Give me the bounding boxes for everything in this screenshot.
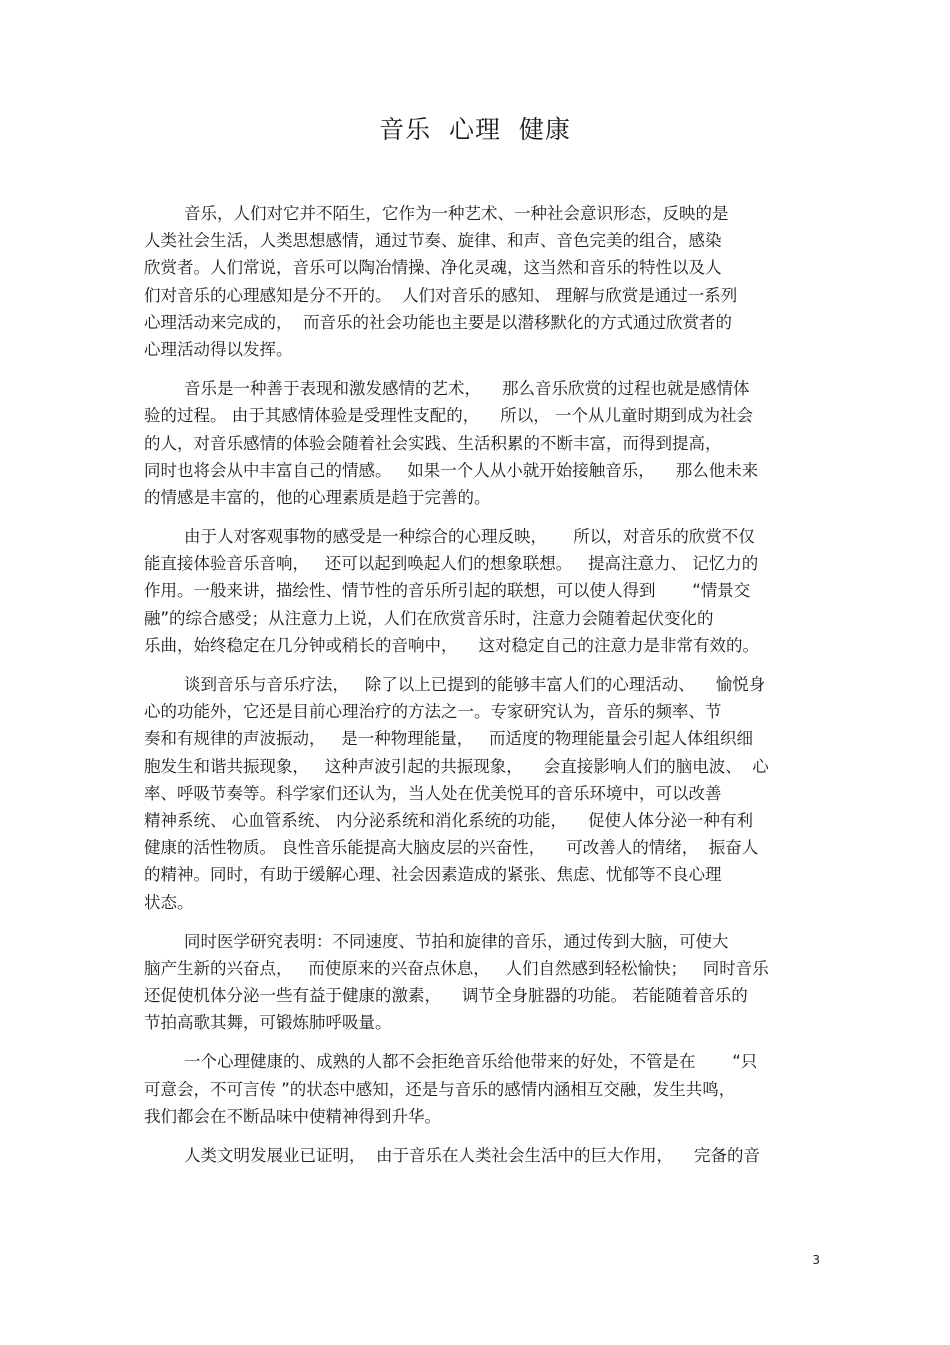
text-line: 欣赏者。人们常说，音乐可以陶冶情操、净化灵魂，这当然和音乐的特性以及人 [144,258,722,278]
text-line: 精神系统、 心血管系统、 内分泌系统和消化系统的功能， 促使人体分泌一种有利 [144,810,753,830]
text-line: 们对音乐的心理感知是分不开的。 人们对音乐的感知、 理解与欣赏是通过一系列 [144,285,738,305]
paragraph [144,523,824,659]
text-line: 同时医学研究表明：不同速度、节拍和旋律的音乐，通过传到大脑，可使大 [184,931,729,951]
text-line: 能直接体验音乐音响， 还可以起到唤起人们的想象联想。 提高注意力、 记忆力的 [144,554,759,574]
text-line: 由于人对客观事物的感受是一种综合的心理反映， 所以，对音乐的欣赏不仅 [184,527,755,547]
text-line: 验的过程。 由于其感情体验是受理性支配的， 所以， 一个从儿童时期到成为社会 [144,406,753,426]
text-line: 谈到音乐与音乐疗法， 除了以上已提到的能够丰富人们的心理活动、 愉悦身 [184,675,766,694]
text-line: 的情感是丰富的，他的心理素质是趋于完善的。 [144,487,491,507]
text-line: 我们都会在不断品味中使精神得到升华。 [144,1106,441,1126]
text-line: 胞发生和谐共振现象， 这种声波引起的共振现象， 会直接影响人们的脑电波、 心 [144,756,769,776]
text-line: 心理活动来完成的， 而音乐的社会功能也主要是以潜移默化的方式通过欣赏者的 [144,312,732,332]
paragraph [144,200,824,363]
document-title: 音乐 心理 健康 [379,115,571,144]
text-line: 人类文明发展业已证明， 由于音乐在人类社会生活中的巨大作用， 完备的音 [184,1146,760,1165]
text-line: 一个心理健康的、成熟的人都不会拒绝音乐给他带来的好处，不管是在 “只 [184,1052,758,1072]
text-line: 节拍高歌其舞，可锻炼肺呼吸量。 [144,1013,392,1033]
text-line: 健康的活性物质。 良性音乐能提高大脑皮层的兴奋性， 可改善人的情绪， 振奋人 [144,838,759,858]
paragraph [144,1142,824,1169]
text-line: 还促使机体分泌一些有益于健康的激素， 调节全身脏器的功能。 若能随着音乐的 [144,986,748,1006]
text-line: 同时也将会从中丰富自己的情感。 如果一个人从小就开始接触音乐， 那么他未来 [144,460,759,480]
text-line: 心理活动得以发挥。 [144,339,293,359]
paragraph [144,375,824,511]
text-line: 脑产生新的兴奋点， 而使原来的兴奋点休息， 人们自然感到轻松愉快； 同时音乐 [144,958,769,978]
text-line: 音乐是一种善于表现和激发感情的艺术， 那么音乐欣赏的过程也就是感情体 [184,379,750,399]
text-line: 心的功能外，它还是目前心理治疗的方法之一。专家研究认为，音乐的频率、节 [144,702,722,722]
text-line: 作用。一般来讲，描绘性、情节性的音乐所引起的联想，可以使人得到 “情景交 [144,581,751,601]
text-line: 融”的综合感受；从注意力上说，人们在欣赏音乐时，注意力会随着起伏变化的 [144,608,714,628]
paragraph [144,928,824,1037]
document-body [144,200,824,1181]
paragraph [144,1048,824,1130]
text-line: 可意会，不可言传 ”的状态中感知，还是与音乐的感情内涵相互交融，发生共鸣， [144,1079,736,1099]
text-line: 的精神。同时，有助于缓解心理、社会因素造成的紧张、焦虑、忧郁等不良心理 [144,865,722,885]
text-line: 状态。 [144,892,194,912]
text-line: 乐曲，始终稳定在几分钟或稍长的音响中， 这对稳定自己的注意力是非常有效的。 [144,635,759,655]
text-line: 的人，对音乐感情的体验会随着社会实践、生活积累的不断丰富，而得到提高， [144,433,722,453]
text-line: 人类社会生活，人类思想感情，通过节奏、旋律、和声、音色完美的组合，感染 [144,231,722,251]
text-line: 率、呼吸节奏等。科学家们还认为，当人处在优美悦耳的音乐环境中，可以改善 [144,783,722,803]
page-number: 3 [812,1253,820,1267]
text-line: 音乐，人们对它并不陌生，它作为一种艺术、一种社会意识形态，反映的是 [184,204,729,223]
text-line: 奏和有规律的声波振动， 是一种物理能量， 而适度的物理能量会引起人体组织细 [144,729,753,749]
paragraph [144,671,824,916]
